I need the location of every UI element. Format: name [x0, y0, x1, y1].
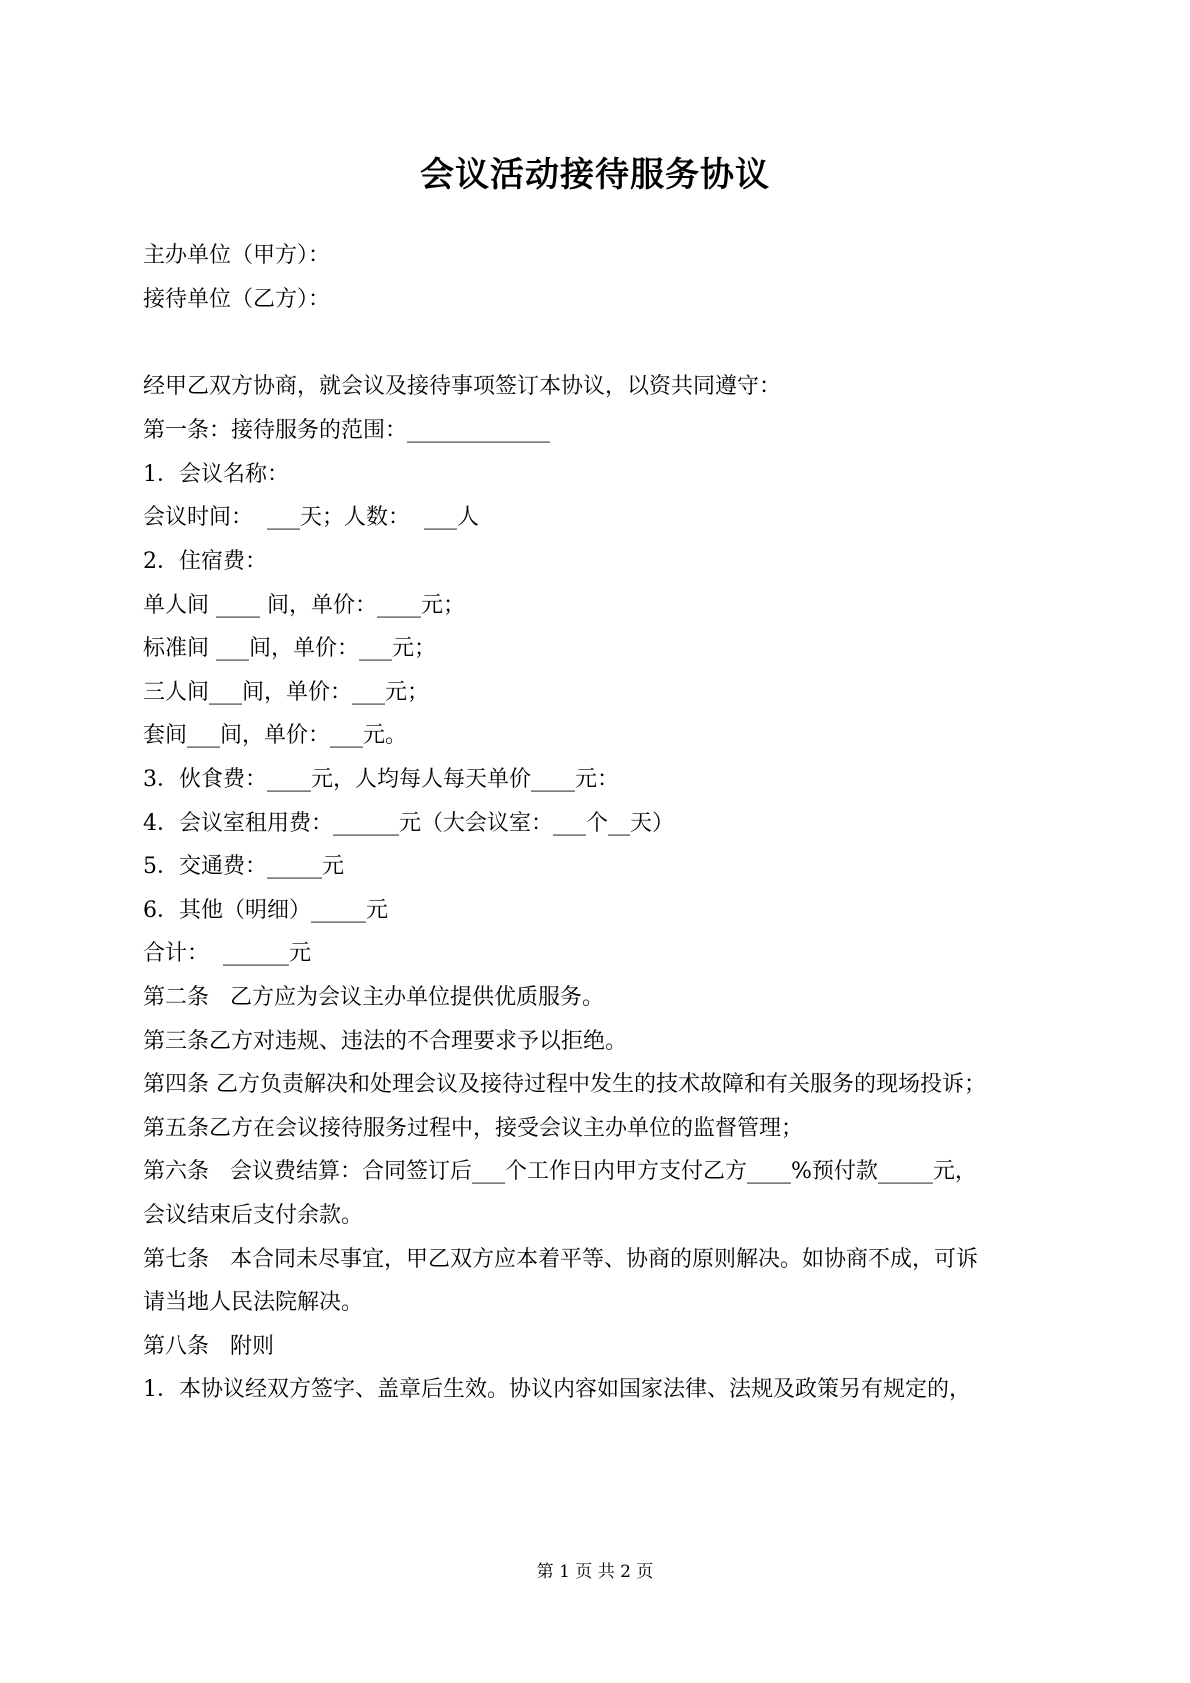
party-b-line: 接待单位（乙方）：: [143, 287, 331, 312]
document-title: 会议活动接待服务协议: [420, 155, 770, 195]
article-1-line: 第一条：接待服务的范围：_____________: [143, 418, 551, 443]
article-8-item-1-line: 1．本协议经双方签字、盖章后生效。协议内容如国家法律、法规及政策另有规定的，: [143, 1377, 971, 1402]
article-7-line: 第七条 本合同未尽事宜，甲乙双方应本着平等、协商的原则解决。如协商不成，可诉: [143, 1247, 978, 1272]
meal-fee-line: 3．伙食费：____元，人均每人每天单价____元：: [143, 767, 619, 792]
triple-room-line: 三人间___间，单价：___元；: [143, 680, 430, 705]
standard-room-line: 标准间 ___间，单价：___元；: [143, 636, 436, 661]
article-5-line: 第五条乙方在会议接待服务过程中，接受会议主办单位的监督管理；: [143, 1116, 804, 1141]
article-8-line: 第八条 附则: [143, 1334, 274, 1359]
article-7-cont-line: 请当地人民法院解决。: [143, 1290, 364, 1315]
article-6-cont-line: 会议结束后支付余款。: [143, 1203, 364, 1228]
other-fee-line: 6．其他（明细）_____元: [143, 898, 388, 923]
meeting-room-fee-line: 4．会议室租用费：______元（大会议室：___个__天）: [143, 811, 674, 836]
article-6-line: 第六条 会议费结算：合同签订后___个工作日内甲方支付乙方____%预付款_____元，: [143, 1159, 977, 1184]
page-footer: 第 1 页 共 2 页: [536, 1562, 654, 1582]
single-room-line: 单人间 ____ 间，单价：____元；: [143, 593, 465, 618]
suite-line: 套间___间，单价：___元。: [143, 723, 408, 748]
total-line: 合计： ______元: [143, 941, 311, 966]
transport-fee-line: 5．交通费：_____元: [143, 854, 344, 879]
meeting-time-line: 会议时间： ___天；人数： ___人: [143, 505, 479, 530]
meeting-name-line: 1．会议名称：: [143, 462, 289, 487]
lodging-fee-line: 2．住宿费：: [143, 549, 267, 574]
article-3-line: 第三条乙方对违规、违法的不合理要求予以拒绝。: [143, 1029, 628, 1054]
article-2-line: 第二条 乙方应为会议主办单位提供优质服务。: [143, 985, 604, 1010]
party-a-line: 主办单位（甲方）：: [143, 243, 331, 268]
preamble-line: 经甲乙双方协商，就会议及接待事项签订本协议，以资共同遵守：: [143, 374, 782, 399]
article-4-line: 第四条 乙方负责解决和处理会议及接待过程中发生的技术故障和有关服务的现场投诉；: [143, 1072, 986, 1097]
